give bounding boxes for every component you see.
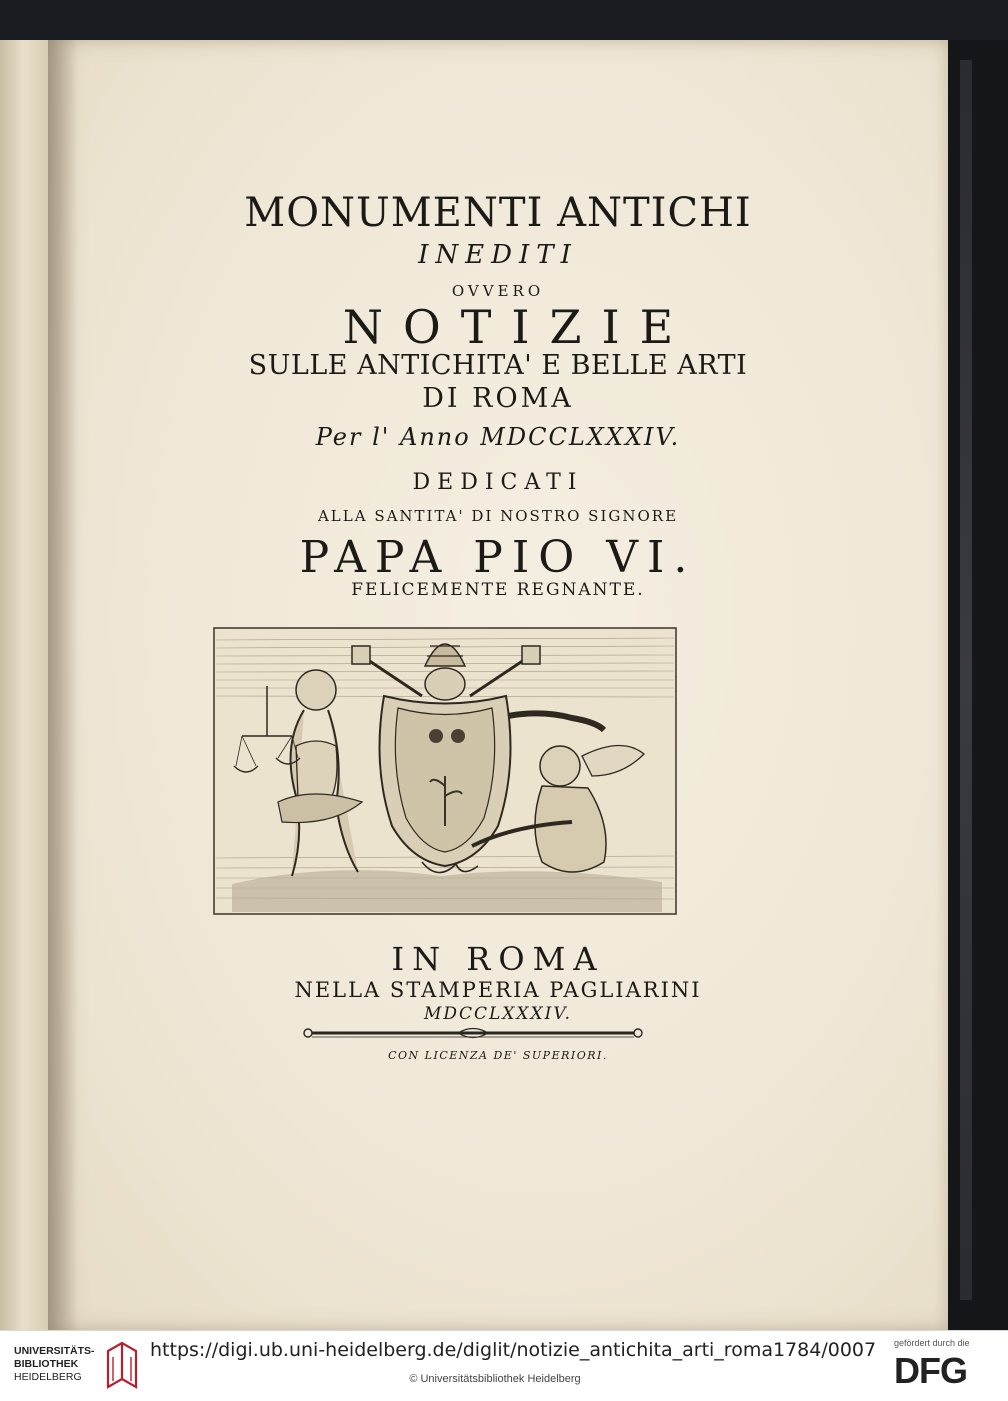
imprint-printer: NELLA STAMPERIA PAGLIARINI xyxy=(294,978,702,1002)
dedication-line: ALLA SANTITA' DI NOSTRO SIGNORE xyxy=(317,507,679,525)
footer-bar xyxy=(0,1330,1008,1401)
imprint-year: MDCCLXXXIV. xyxy=(423,1004,573,1024)
title-line-main: MONUMENTI ANTICHI xyxy=(244,190,752,236)
funding-label: gefördert durch die xyxy=(894,1338,970,1348)
scan-margin xyxy=(948,40,1008,1330)
license-line: CON LICENZA DE' SUPERIORI. xyxy=(388,1049,608,1062)
dfg-logo[interactable]: DFG xyxy=(894,1350,967,1391)
dedicatee-subline: FELICEMENTE REGNANTE. xyxy=(351,580,645,600)
title-line-ovvero: OVVERO xyxy=(451,282,545,300)
dedicatee-name: PAPA PIO VI. xyxy=(299,532,697,583)
library-logo-icon[interactable] xyxy=(104,1339,140,1393)
library-logo-text[interactable] xyxy=(14,1345,95,1384)
papal-arms-engraving xyxy=(212,626,678,916)
title-line-roma: DI ROMA xyxy=(422,383,574,414)
title-line-notizie: NOTIZIE xyxy=(342,300,694,354)
copyright-notice: © Universitätsbibliothek Heidelberg xyxy=(409,1373,581,1385)
title-line-year: Per l' Anno MDCCLXXXIV. xyxy=(315,423,681,451)
title-line-subject: SULLE ANTICHITA' E BELLE ARTI xyxy=(248,350,748,381)
ornamental-rule xyxy=(298,1024,648,1042)
imprint-place: IN ROMA xyxy=(391,940,605,978)
title-line-inediti: INEDITI xyxy=(418,240,578,270)
scan-edge-strip xyxy=(960,60,972,1300)
dedication-heading: DEDICATI xyxy=(412,470,584,495)
permalink-url[interactable]: https://digi.ub.uni-heidelberg.de/diglit/notizie_antichita_arti_roma1784/0007 xyxy=(150,1339,877,1361)
library-logo-line1: UNIVERSITÄTS- xyxy=(14,1345,95,1357)
library-logo-line3: HEIDELBERG xyxy=(14,1371,82,1383)
library-logo-line2: BIBLIOTHEK xyxy=(14,1358,79,1370)
